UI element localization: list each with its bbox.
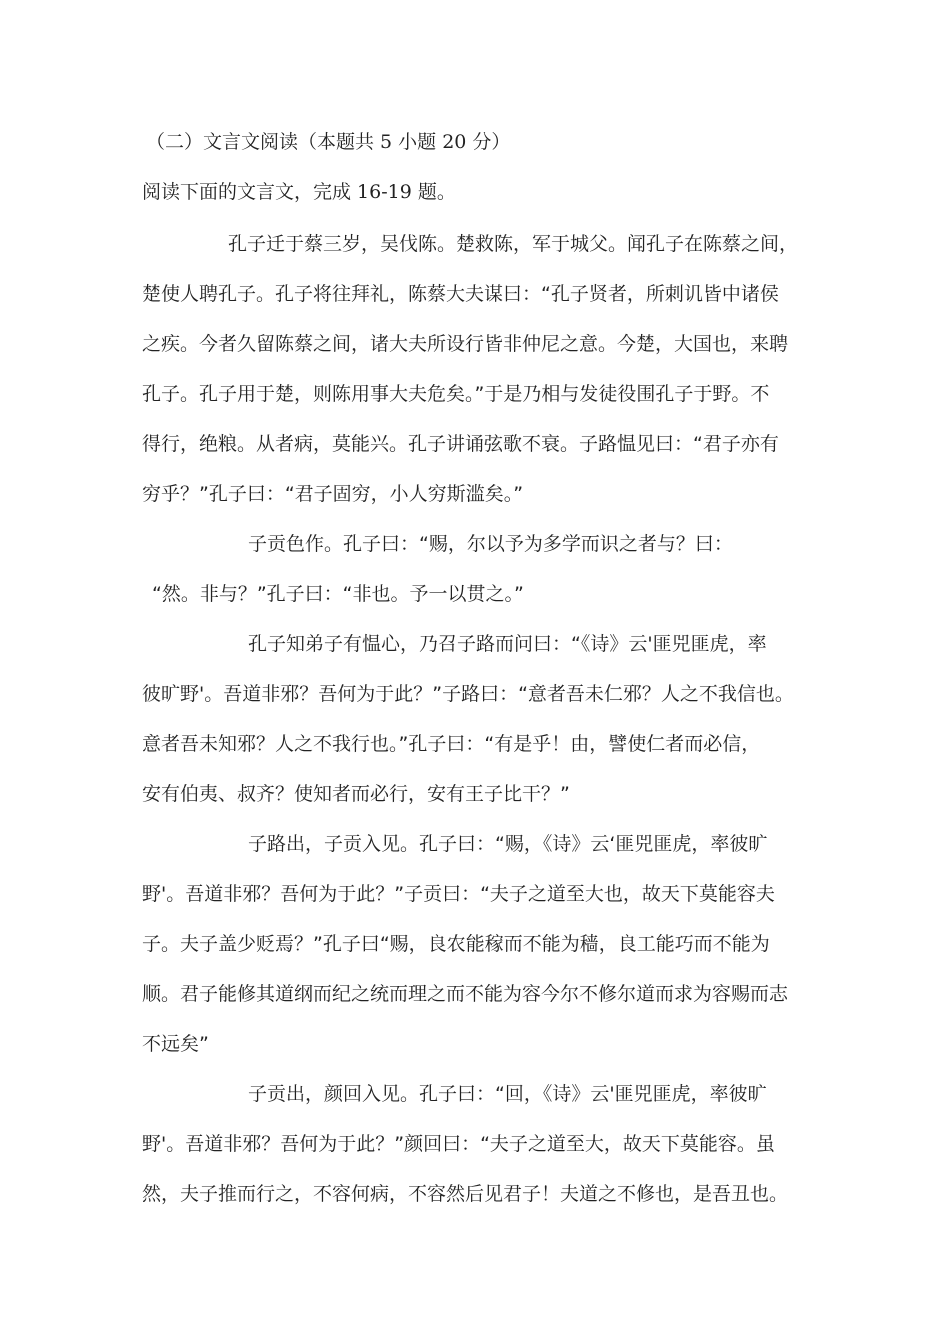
- passage-line: 顺。君子能修其道纲而纪之统而理之而不能为容今尔不修尔道而求为容赐而志: [142, 983, 789, 1005]
- passage-line: 之疾。今者久留陈蔡之间，诸大夫所设行皆非仲尼之意。今楚，大国也，来聘: [142, 333, 789, 355]
- passage-line: 孔子。孔子用于楚，则陈用事大夫危矣。”于是乃相与发徒役围孔子于野。不: [142, 383, 770, 405]
- passage-line: 野'。吾道非邪？吾何为于此？”颜回曰：“夫子之道至大，故天下莫能容。虽: [142, 1133, 775, 1155]
- passage-line: “然。非与？”孔子曰：“非也。予一以贯之。”: [152, 583, 524, 605]
- passage-line: 子路出，子贡入见。孔子曰：“赐，《诗》云‘匪兕匪虎，率彼旷: [248, 833, 768, 855]
- passage-line: 野'。吾道非邪？吾何为于此？”子贡曰：“夫子之道至大也，故天下莫能容夫: [142, 883, 775, 905]
- passage-line: 孔子知弟子有愠心，乃召子路而问曰：“《诗》云'匪兕匪虎，率: [248, 633, 767, 655]
- passage-line: 不远矣”: [142, 1033, 209, 1055]
- passage-line: 子贡出，颜回入见。孔子曰：“回，《诗》云'匪兕匪虎，率彼旷: [248, 1083, 767, 1105]
- passage-line: 得行，绝粮。从者病，莫能兴。孔子讲诵弦歌不衰。子路愠见曰：“君子亦有: [142, 433, 779, 455]
- passage-line: 安有伯夷、叔齐？使知者而必行，安有王子比干？”: [142, 783, 570, 805]
- passage-line: 穷乎？”孔子曰：“君子固穷，小人穷斯滥矣。”: [142, 483, 524, 505]
- section-heading: （二）文言文阅读（本题共 5 小题 20 分）: [146, 131, 511, 153]
- passage-line: 然，夫子推而行之，不容何病，不容然后见君子！夫道之不修也，是吾丑也。: [142, 1183, 789, 1205]
- passage-line: 彼旷野'。吾道非邪？吾何为于此？”子路曰：“意者吾未仁邪？人之不我信也。: [142, 683, 794, 705]
- passage-line: 楚使人聘孔子。孔子将往拜礼，陈蔡大夫谋曰：“孔子贤者，所刺讥皆中诸侯: [142, 283, 779, 305]
- passage-line: 子贡色作。孔子曰：“赐，尔以予为多学而识之者与？曰：: [248, 533, 733, 555]
- passage-line: 意者吾未知邪？人之不我行也。”孔子曰：“有是乎！由，譬使仁者而必信，: [142, 733, 761, 755]
- passage-line: 孔子迁于蔡三岁，吴伐陈。楚救陈，军于城父。闻孔子在陈蔡之间，: [228, 233, 799, 255]
- passage-line: 子。夫子盖少贬焉？”孔子曰“赐，良农能稼而不能为穑，良工能巧而不能为: [142, 933, 770, 955]
- instruction-text: 阅读下面的文言文，完成 16-19 题。: [142, 181, 456, 203]
